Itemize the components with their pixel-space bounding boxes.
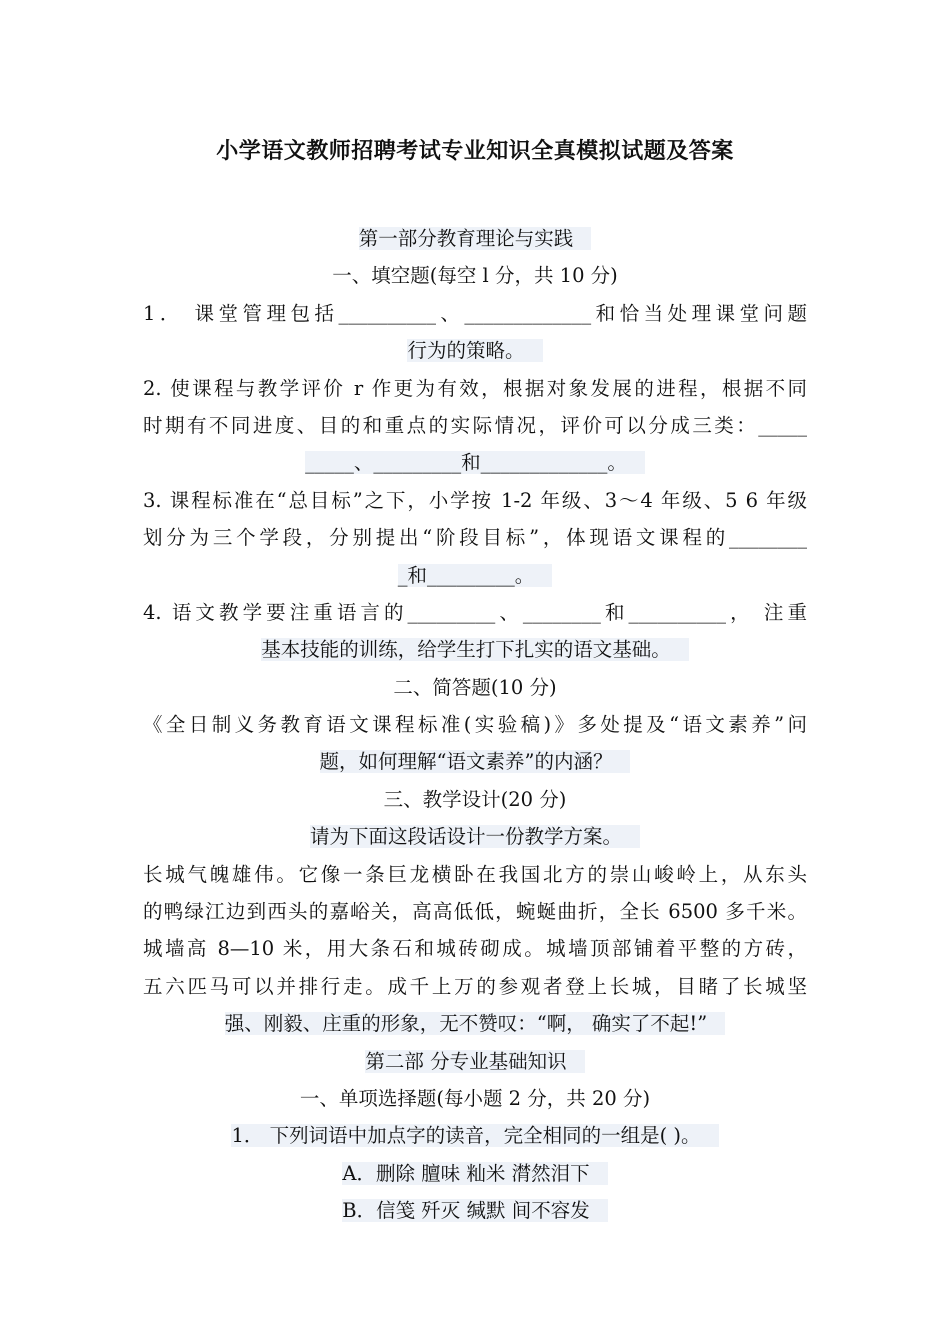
question-text-line: 1． 课堂管理包括__________、_____________和恰当处理课堂问题 xyxy=(143,301,807,325)
document-body xyxy=(143,220,807,1230)
passage-line: 强、刚毅、庄重的形象，无不赞叹：“啊， 确实了不起!” xyxy=(143,1005,807,1042)
question-text-line: 3. 课程标准在“总目标”之下，小学按 1-2 年级、3～4 年级、5 6 年级 xyxy=(143,488,807,512)
part-one-heading: 第一部分教育理论与实践 xyxy=(143,220,807,257)
question-text-line: 题，如何理解“语文素养”的内涵？ xyxy=(143,743,807,780)
multiple-choice-heading: 一、单项选择题(每小题 2 分，共 20 分) xyxy=(299,1086,651,1110)
question-text-line: 划分为三个学段，分别提出“阶段目标”，体现语文课程的________ xyxy=(143,526,807,550)
short-answer-heading: 二、简答题(10 分) xyxy=(393,675,557,699)
question-text-line: 1． 下列词语中加点字的读音，完全相同的一组是( )。 xyxy=(143,1117,807,1154)
passage-line: 的鸭绿江边到西头的嘉峪关，高高低低，蜿蜒曲折，全长 6500 多千米。 xyxy=(143,900,807,924)
question-text-line: 《全日制义务教育语文课程标准(实验稿)》多处提及“语文素养”问 xyxy=(143,713,807,737)
choice-option-a: A．删除 膻味 籼米 潸然泪下 xyxy=(143,1155,807,1192)
question-text-line: _和_________。 xyxy=(143,557,807,594)
choice-option-b: B．信笺 歼灭 缄默 间不容发 xyxy=(143,1192,807,1229)
part-two-heading: 第二部 分专业基础知识 xyxy=(143,1043,807,1080)
passage-line: 城墙高 8—10 米，用大条石和城砖砌成。城墙顶部铺着平整的方砖， xyxy=(143,937,807,961)
passage-line: 长城气魄雄伟。它像一条巨龙横卧在我国北方的崇山峻岭上，从东头 xyxy=(143,862,807,886)
fill-blank-heading: 一、填空题(每空 l 分，共 10 分) xyxy=(332,264,618,288)
document-title: 小学语文教师招聘考试专业知识全真模拟试题及答案 xyxy=(216,138,734,164)
question-text-line: 行为的策略。 xyxy=(143,332,807,369)
question-text-line: 时期有不同进度、目的和重点的实际情况，评价可以分成三类：_____ xyxy=(143,413,807,437)
question-text-line: 2. 使课程与教学评价 r 作更为有效，根据对象发展的进程，根据不同 xyxy=(143,376,807,400)
question-text-line: 请为下面这段话设计一份教学方案。 xyxy=(143,818,807,855)
passage-line: 五六匹马可以并排行走。成千上万的参观者登上长城，目睹了长城坚 xyxy=(143,974,807,998)
question-text-line: _____、_________和_____________。 xyxy=(143,444,807,481)
teaching-design-heading: 三、教学设计(20 分) xyxy=(383,787,567,811)
question-text-line: 基本技能的训练，给学生打下扎实的语文基础。 xyxy=(143,631,807,668)
question-text-line: 4. 语文教学要注重语言的_________、________和__________， 注重 xyxy=(143,600,807,624)
